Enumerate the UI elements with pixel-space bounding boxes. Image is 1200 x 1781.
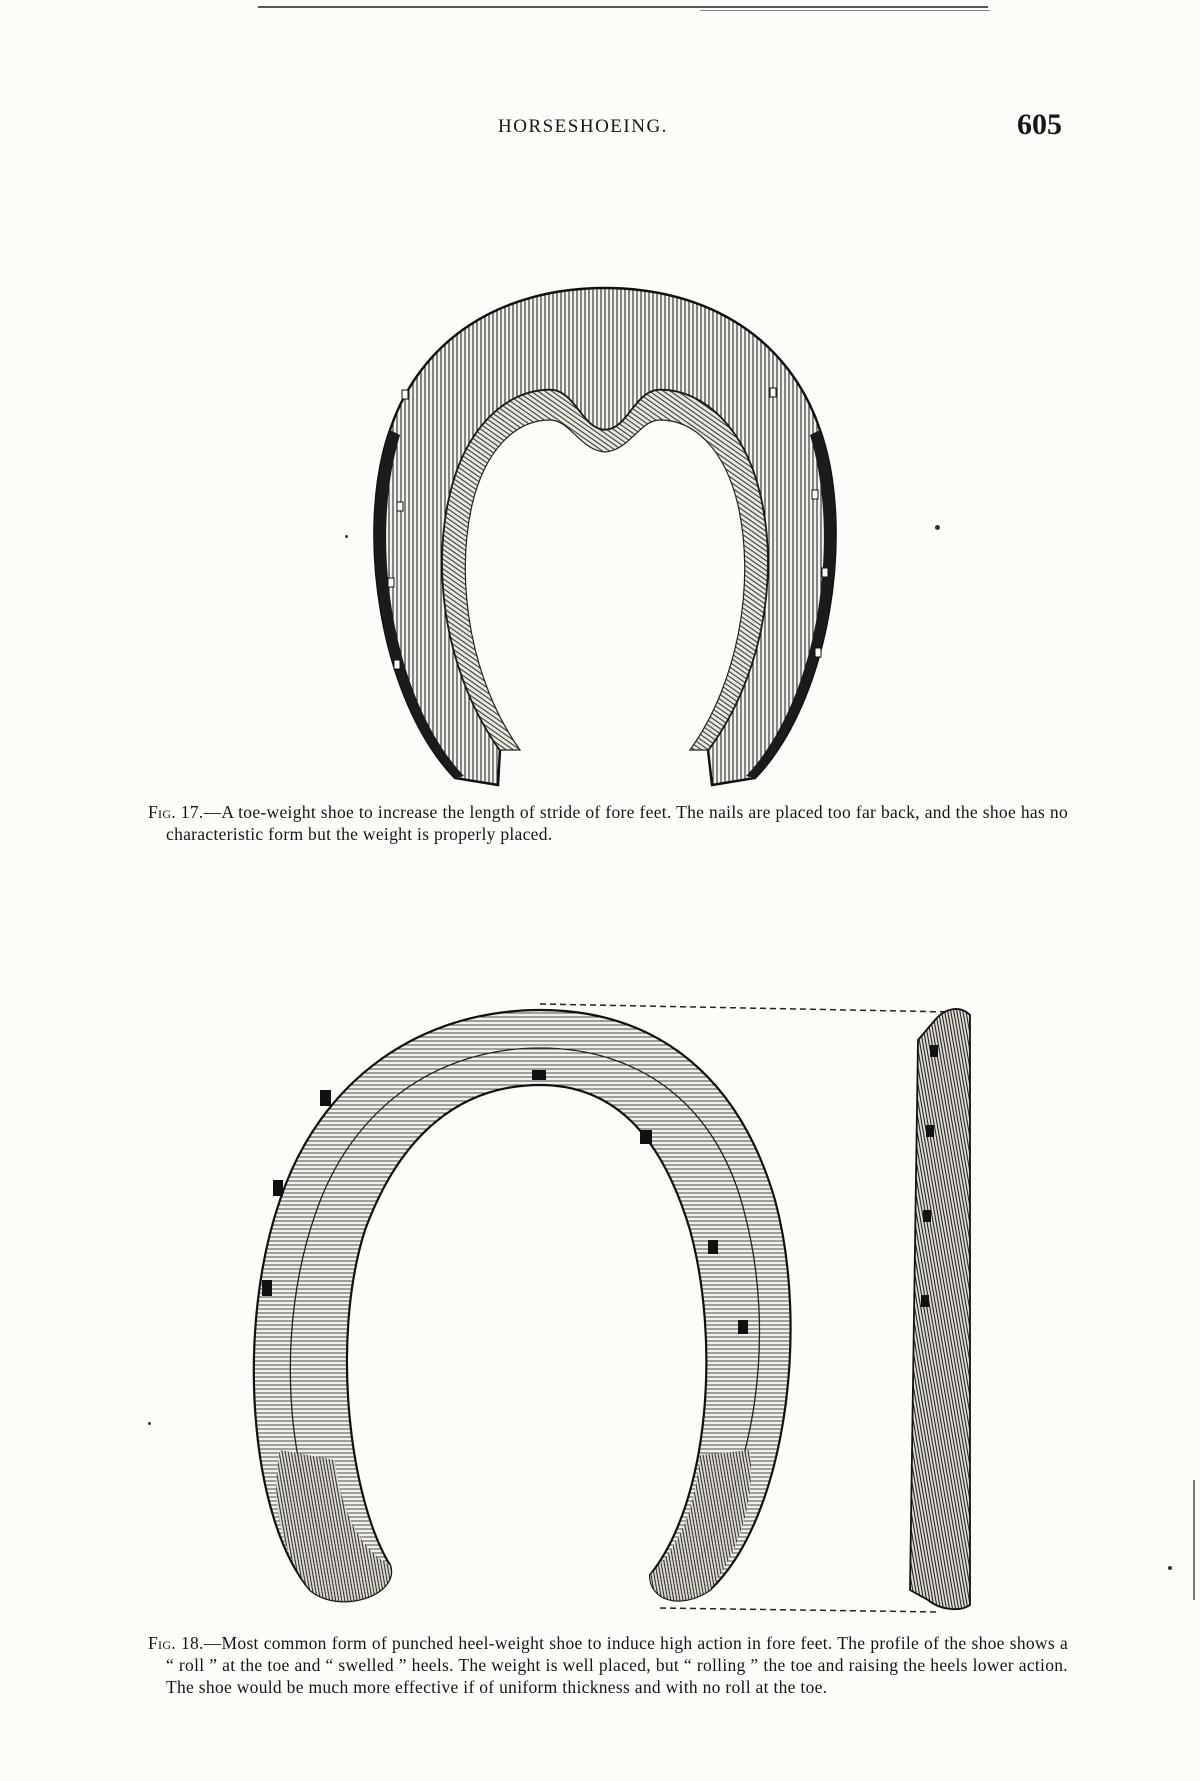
nail-hole [397, 502, 403, 511]
shoe-18-heel-right [650, 1450, 751, 1601]
nail-hole [402, 390, 408, 399]
nail-hole [815, 648, 821, 657]
figure-17-toe-weight-shoe [360, 280, 850, 800]
scan-speck [935, 525, 940, 530]
nail-hole [708, 1240, 718, 1254]
top-rule [258, 6, 988, 8]
profile-nail-hole [921, 1295, 929, 1307]
nail-hole [738, 1320, 748, 1334]
profile-nail-hole [926, 1125, 934, 1137]
nail-hole [532, 1070, 546, 1080]
scan-edge-mark [1193, 1480, 1195, 1600]
nail-hole [388, 578, 394, 587]
profile-nail-hole [923, 1210, 931, 1222]
scan-speck [148, 1422, 151, 1425]
figure-18-caption [148, 1632, 1068, 1698]
figure-17-label: Fig. 17. [148, 802, 204, 822]
guide-line-bottom [660, 1608, 940, 1612]
nail-hole [812, 490, 818, 499]
nail-hole [770, 388, 776, 397]
page-number: 605 [1017, 108, 1062, 141]
nail-hole [262, 1280, 272, 1296]
nail-hole [320, 1090, 331, 1106]
nail-hole [273, 1180, 283, 1196]
scan-speck [1168, 1566, 1172, 1570]
shoe-18-heel-left [276, 1450, 391, 1601]
figure-18-caption-text: —Most common form of punched heel-weight shoe to induce high action in fore feet. The profile of the shoe shows a “ roll ” at the toe and “ swelled ” heels. The weight is well placed, but “ rolling ” the toe and raising the heels lower action. The shoe would be much more effective if of uniform thickness and with no roll at the toe. [166, 1633, 1069, 1697]
profile-nail-hole [930, 1045, 938, 1057]
running-head: HORSESHOEING. [498, 116, 668, 137]
shoe-18-profile [910, 1009, 970, 1609]
guide-line-top [540, 1004, 952, 1012]
nail-hole [394, 660, 400, 669]
figure-17-caption [148, 801, 1068, 845]
shoe-inner-bevel [442, 390, 767, 750]
scan-speck [345, 535, 348, 538]
figure-17-caption-text: —A toe-weight shoe to increase the length of stride of fore feet. The nails are placed too far back, and the shoe has no characteristic form but the weight is properly placed. [166, 802, 1068, 844]
nail-hole [822, 568, 828, 577]
figure-18-heel-weight-shoe [240, 1000, 1000, 1620]
nail-hole [640, 1130, 652, 1144]
figure-18-label: Fig. 18. [148, 1633, 204, 1653]
top-rule-secondary [700, 10, 990, 11]
